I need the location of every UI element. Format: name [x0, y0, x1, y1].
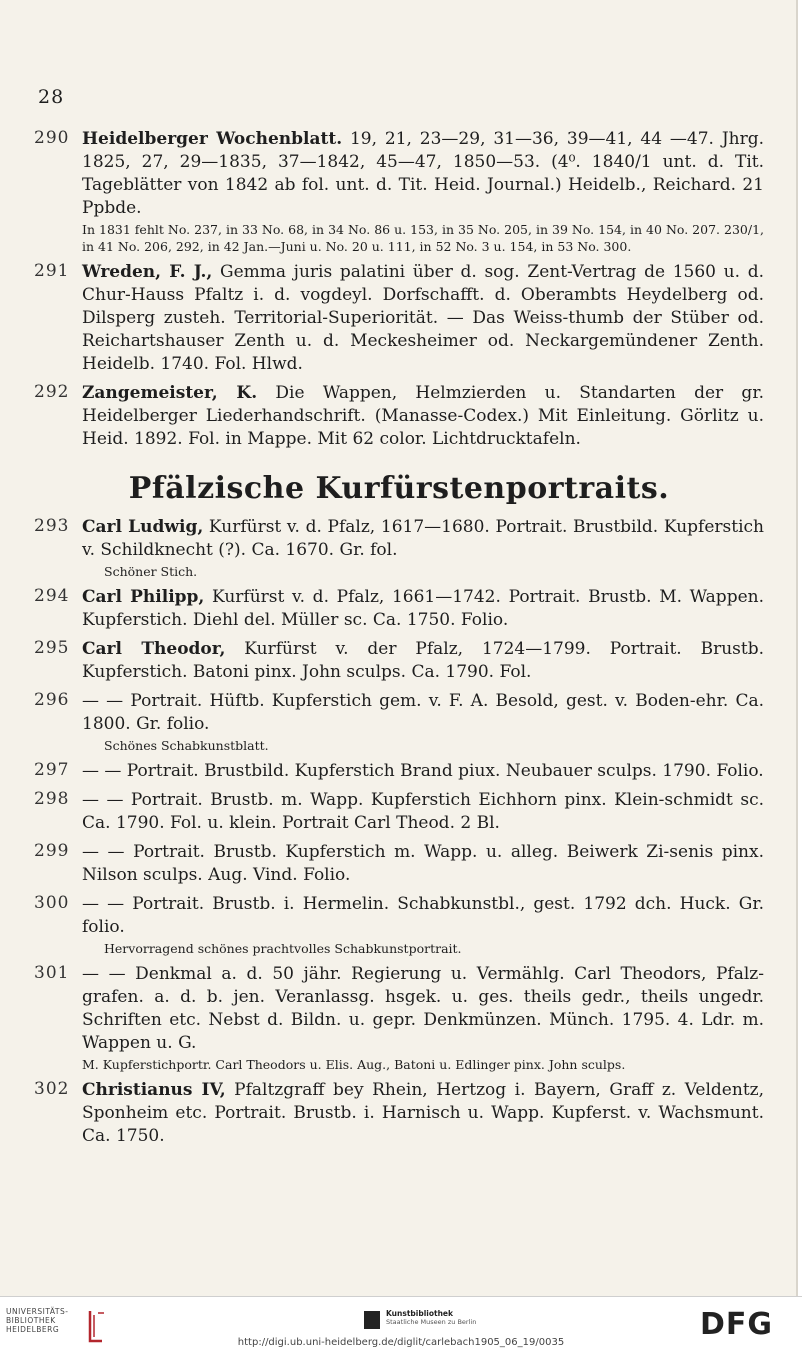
entry-description: Gemma juris palatini über d. sog. Zent-Vertrag de 1560 u. d. Chur-Hauss Pfaltz i. d. vogdeyl. Dorfschafft. d. Oberambts Heydelberg od. Dilsperg zusteh. Territorial-Superiorität. — Das Weiss-thumb der Stüber od. Reichartshauser Zenth u. d. Meckesheimer od. Neckargemündener Zenth. Heidelb. 1740. Fol. Hlwd.	[82, 262, 764, 374]
kunstbibliothek-subtitle: Staatliche Museen zu Berlin	[386, 1318, 477, 1326]
entry-description: Kurfürst v. d. Pfalz, 1661—1742. Portrait. Brustb. M. Wappen. Kupferstich. Diehl del. Müller sc. Ca. 1750. Folio.	[82, 587, 764, 630]
kunstbibliothek-title: Kunstbibliothek	[386, 1309, 454, 1318]
entry-author: Carl Ludwig,	[82, 517, 204, 537]
section-heading: Pfälzische Kurfürstenportraits.	[128, 471, 670, 506]
entry-author: Zangemeister, K.	[82, 383, 258, 403]
permalink-url[interactable]: http://digi.ub.uni-heidelberg.de/diglit/carlebach1905_06_19/0035	[237, 1337, 565, 1348]
entry-text	[82, 638, 764, 684]
catalog-entry	[34, 690, 764, 754]
entry-author: Heidelberger Wochenblatt.	[82, 129, 343, 149]
entry-text	[82, 690, 764, 736]
entry-description: — — Portrait. Brustb. i. Hermelin. Schabkunstbl., gest. 1792 dch. Huck. Gr. folio.	[82, 894, 764, 937]
entry-note: M. Kupferstichportr. Carl Theodors u. Elis. Aug., Batoni u. Edlinger pinx. John sculps.	[82, 1057, 626, 1072]
entry-note: Hervorragend schönes prachtvolles Schabkunstportrait.	[104, 941, 462, 956]
university-library-name: UNIVERSITÄTS- BIBLIOTHEK HEIDELBERG	[6, 1307, 69, 1334]
entry-author: Christianus IV,	[82, 1080, 226, 1100]
entry-number: 299	[34, 841, 70, 861]
kunstbibliothek-icon	[364, 1311, 380, 1329]
catalog-entry	[34, 638, 764, 684]
entries-bottom	[34, 516, 764, 1148]
entry-author: Carl Theodor,	[82, 639, 226, 659]
entry-text	[82, 586, 764, 632]
entry-number: 301	[34, 963, 70, 983]
entry-description: — — Portrait. Hüftb. Kupferstich gem. v. F. A. Besold, gest. v. Boden-ehr. Ca. 1800. Gr. folio.	[82, 691, 764, 734]
entry-text	[82, 516, 764, 562]
entry-description: Kurfürst v. der Pfalz, 1724—1799. Portrait. Brustb. Kupferstich. Batoni pinx. John sculps. Ca. 1790. Fol.	[82, 639, 764, 682]
entry-text	[82, 841, 764, 887]
catalog-entry	[34, 516, 764, 580]
entry-number: 297	[34, 760, 70, 780]
entry-description: — — Portrait. Brustbild. Kupferstich Brand piux. Neubauer sculps. 1790. Folio.	[82, 761, 764, 781]
catalog-entry	[34, 586, 764, 632]
catalog-entry	[34, 789, 764, 835]
catalog-entry	[34, 893, 764, 957]
entry-text	[82, 789, 764, 835]
university-library-logo[interactable]	[6, 1307, 68, 1334]
entry-number: 293	[34, 516, 70, 536]
entry-description: — — Denkmal a. d. 50 jähr. Regierung u. Vermählg. Carl Theodors, Pfalz-grafen. a. d. b. jen. Veranlassg. hsgek. u. ges. theils gedr., theils ungedr. Schriften etc. Nebst d. Bildn. u. gepr. Denkmünzen. Münch. 1795. 4. Ldr. m. Wappen u. G.	[82, 964, 764, 1053]
entry-description: 19, 21, 23—29, 31—36, 39—41, 44 —47. Jhrg. 1825, 27, 29—1835, 37—1842, 45—47, 1850—53. (4⁰. 1840/1 unt. d. Tit. Tageblätter von 1842 ab fol. unt. d. Tit. Heid. Journal.) Heidelb., Reichard. 21 Ppbde.	[82, 129, 764, 218]
entry-description: — — Portrait. Brustb. m. Wapp. Kupferstich Eichhorn pinx. Klein-schmidt sc. Ca. 1790. Fol. u. klein. Portrait Carl Theod. 2 Bl.	[82, 790, 764, 833]
entry-text	[82, 128, 764, 220]
entry-number: 302	[34, 1079, 70, 1099]
catalog-entry	[34, 841, 764, 887]
catalog-entries	[34, 128, 764, 1154]
entry-number: 300	[34, 893, 70, 913]
entry-number: 290	[34, 128, 70, 148]
entry-description: Die Wappen, Helmzierden u. Standarten der gr. Heidelberger Liederhandschrift. (Manasse-Codex.) Mit Einleitung. Görlitz u. Heid. 1892. Fol. in Mappe. Mit 62 color. Lichtdrucktafeln.	[82, 383, 764, 449]
entry-author: Carl Philipp,	[82, 587, 205, 607]
catalog-entry	[34, 963, 764, 1073]
entry-text	[82, 382, 764, 451]
entry-description: — — Portrait. Brustb. Kupferstich m. Wapp. u. alleg. Beiwerk Zi-senis pinx. Nilson sculps. Aug. Vind. Folio.	[82, 842, 764, 885]
entry-note: Schönes Schabkunstblatt.	[104, 738, 269, 753]
entry-number: 295	[34, 638, 70, 658]
catalog-entry	[34, 760, 764, 783]
entry-note: Schöner Stich.	[104, 564, 198, 579]
dfg-logo[interactable]: DFG	[700, 1307, 774, 1342]
catalog-entry	[34, 382, 764, 451]
entry-text	[82, 963, 764, 1055]
entry-text	[82, 261, 764, 376]
entry-text	[82, 760, 764, 783]
entry-number: 291	[34, 261, 70, 281]
entry-note: In 1831 fehlt No. 237, in 33 No. 68, in 34 No. 86 u. 153, in 35 No. 205, in 39 No. 154, in 40 No. 207. 230/1, in 41 No. 206, 292, in 42 Jan.—Juni u. No. 20 u. 111, in 52 No. 3 u. 154, in 53 No. 300.	[82, 222, 764, 254]
catalog-entry	[34, 1079, 764, 1148]
page-number: 28	[38, 86, 65, 108]
entry-description: Kurfürst v. d. Pfalz, 1617—1680. Portrait. Brustbild. Kupferstich v. Schildknecht (?). Ca. 1670. Gr. fol.	[82, 517, 764, 560]
entries-top	[34, 128, 764, 451]
entry-number: 292	[34, 382, 70, 402]
footer-bar	[0, 1296, 802, 1354]
entry-number: 294	[34, 586, 70, 606]
entry-number: 296	[34, 690, 70, 710]
entry-description: Pfaltzgraff bey Rhein, Hertzog i. Bayern, Graff z. Veldentz, Sponheim etc. Portrait. Brustb. i. Harnisch u. Wapp. Kupferst. v. Wachsmunt. Ca. 1750.	[82, 1080, 765, 1146]
catalog-entry	[34, 261, 764, 376]
catalog-entry	[34, 128, 764, 255]
entry-author: Wreden, F. J.,	[82, 262, 213, 282]
entry-number: 298	[34, 789, 70, 809]
entry-text	[82, 1079, 764, 1148]
entry-text	[82, 893, 764, 939]
